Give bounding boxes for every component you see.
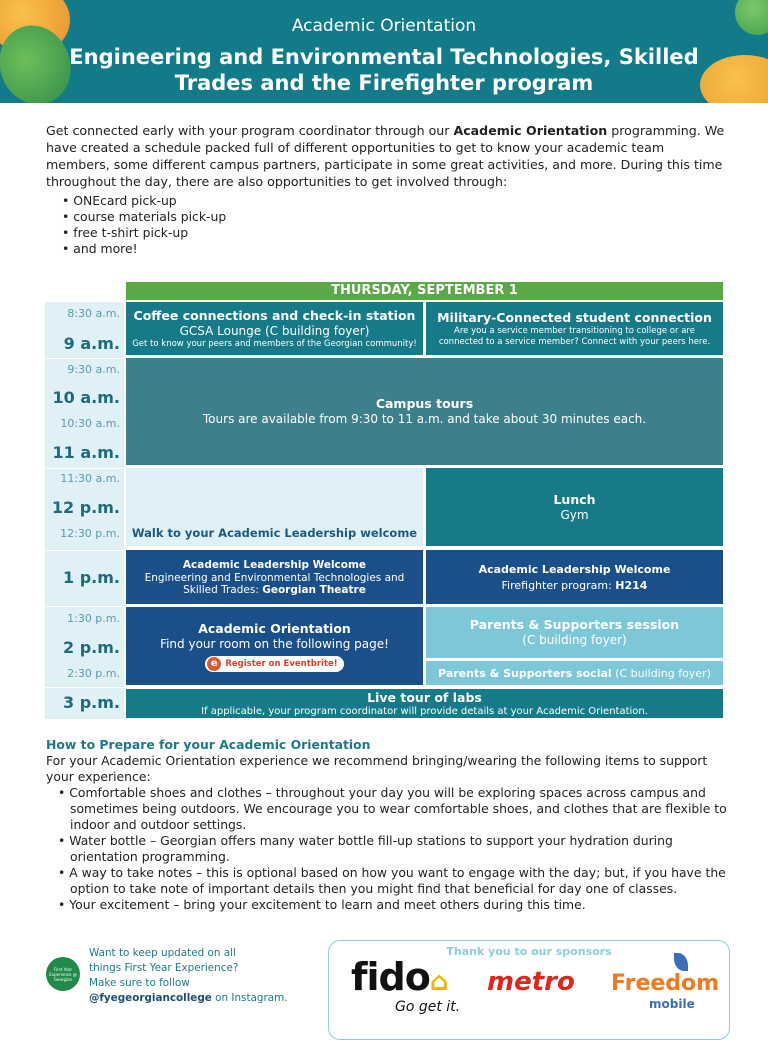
block-title: Academic Orientation (198, 620, 351, 636)
time-label: 9 a.m. (63, 334, 120, 353)
intro-text: Get connected early with your program coordinator through our (46, 123, 454, 138)
time-column (45, 302, 124, 719)
block-title: Lunch (553, 491, 596, 507)
divider (45, 550, 124, 551)
time-label: 11 a.m. (52, 443, 120, 462)
academic-orientation-block (126, 607, 423, 685)
prepare-list (46, 785, 730, 913)
section-intro: For your Academic Orientation experience we recommend bringing/wearing the following items to support your experience: (46, 753, 708, 784)
list-item: • Water bottle – Georgian offers many water bottle fill-up stations to support your hydration during orientation programming. (58, 833, 730, 865)
fido-tagline: Go get it. (395, 999, 461, 1015)
callout-line: Make sure to follow (89, 977, 190, 989)
leadership-welcome-left-block (126, 550, 423, 604)
fido-logo-text: fido (351, 955, 430, 999)
fye-logo (46, 957, 80, 991)
block-desc-text: Engineering and Environmental Technologies and Skilled Trades: (144, 571, 405, 596)
block-desc (502, 578, 648, 593)
callout-text: on Instagram. (211, 992, 288, 1004)
header-kicker: Academic Orientation (291, 16, 477, 36)
block-desc (132, 572, 417, 596)
freedom-logo: Freedom (611, 971, 720, 996)
list-item: • Your excitement – bring your excitement to learn and meet others during this time. (58, 897, 730, 913)
register-eventbrite-button[interactable] (205, 656, 343, 672)
divider (45, 687, 124, 688)
block-title: Academic Leadership Welcome (478, 562, 671, 576)
block-title: Coffee connections and check-in station (133, 307, 416, 323)
divider (45, 468, 124, 469)
block-desc-text: Firefighter program: (501, 578, 616, 592)
block-location: GCSA Lounge (C building foyer) (179, 323, 370, 338)
block-location: (C building foyer) (611, 666, 711, 680)
block-title-text: Parents & Supporters social (438, 666, 612, 680)
block-desc: Get to know your peers and members of the Georgian community! (132, 338, 417, 349)
block-title: Live tour of labs (367, 690, 482, 705)
time-label: 10 a.m. (52, 388, 120, 407)
list-item: • ONEcard pick-up (62, 193, 726, 209)
walk-block (126, 468, 423, 546)
time-label: 10:30 a.m. (60, 417, 120, 430)
prepare-section (46, 737, 730, 913)
block-location: (C building foyer) (522, 633, 627, 647)
metro-logo: metro (487, 967, 575, 997)
section-heading: How to Prepare for your Academic Orientation (46, 737, 371, 752)
time-label: 12 p.m. (51, 498, 120, 517)
intro-section (46, 122, 726, 257)
list-item: • course materials pick-up (62, 209, 726, 225)
block-location: Gym (560, 507, 589, 522)
time-label: 3 p.m. (63, 693, 120, 712)
divider (45, 358, 124, 359)
time-label: 8:30 a.m. (67, 307, 120, 320)
register-label: Register on Eventbrite! (225, 658, 338, 669)
header-banner (0, 0, 768, 103)
coffee-connections-block (126, 302, 423, 355)
time-label: 2 p.m. (63, 638, 120, 657)
list-item: • free t-shirt pick-up (62, 225, 726, 241)
list-item: • A way to take notes – this is optional based on how you want to engage with the day; but, if you have the option to take note of important details then you might find that beneficial for day one of classes. (58, 865, 730, 897)
military-connection-block (426, 302, 723, 355)
leadership-welcome-right-block (426, 550, 723, 604)
callout-line: things First Year Experience? (89, 962, 239, 974)
campus-tours-block (126, 358, 723, 465)
block-title: Academic Leadership Welcome (182, 558, 367, 571)
sponsors-title: Thank you to our sponsors (446, 945, 612, 958)
block-desc: Are you a service member transitioning to college or are connected to a service member? Connect with your peers here. (438, 325, 711, 347)
list-item: • and more! (62, 241, 726, 257)
house-icon: ⌂ (429, 967, 448, 997)
block-title: Walk to your Academic Leadership welcome (131, 526, 418, 540)
block-location: H214 (615, 578, 648, 592)
block-desc: If applicable, your program coordinator will provide details at your Academic Orientation. (201, 706, 648, 717)
sponsors-box (328, 940, 730, 1040)
intro-paragraph (46, 122, 726, 190)
block-desc: Find your room on the following page! (160, 636, 389, 651)
time-label: 11:30 a.m. (60, 472, 120, 485)
freedom-mobile-label: mobile (649, 997, 695, 1011)
social-callout (89, 946, 289, 1006)
day-header: THURSDAY, SEPTEMBER 1 (126, 282, 723, 300)
divider (45, 606, 124, 607)
intro-list (46, 193, 726, 257)
time-label: 12:30 p.m. (60, 527, 120, 540)
time-label: 9:30 a.m. (67, 363, 120, 376)
page-title: Engineering and Environmental Technologies, Skilled Trades and the Firefighter program (69, 45, 699, 95)
fido-logo (351, 955, 448, 999)
block-title (438, 666, 711, 681)
time-label: 1 p.m. (63, 568, 120, 587)
list-item: • Comfortable shoes and clothes – throughout your day you will be exploring spaces across campus and sometimes being outdoors. We encourage you to wear comfortable shoes, and clothes that are flexible to indoor and outdoor settings. (58, 785, 730, 833)
callout-line: Want to keep updated on all (89, 947, 236, 959)
block-location: Georgian Theatre (262, 583, 366, 596)
instagram-handle[interactable]: @fyegeorgiancollege (89, 992, 212, 1004)
callout-line (89, 991, 289, 1006)
time-label: 1:30 p.m. (67, 612, 120, 625)
parents-social-block (426, 661, 723, 685)
parents-session-block (426, 607, 723, 658)
block-desc: Tours are available from 9:30 to 11 a.m. and take about 30 minutes each. (202, 412, 647, 426)
block-title: Campus tours (375, 396, 474, 411)
live-labs-block (126, 689, 723, 718)
lunch-block (426, 468, 723, 546)
block-title: Parents & Supporters session (469, 617, 680, 632)
fye-logo-text: First Year Experience @ Georgian (49, 966, 77, 982)
block-title: Military-Connected student connection (437, 309, 712, 325)
intro-text: programming. We have created a schedule packed full of different opportunities to get to know your academic team members, some different campus partners, participate in some great activities, and more. During this time throughout the day, there are also opportunities to get involved through: (46, 123, 725, 189)
time-label: 2:30 p.m. (67, 667, 120, 680)
intro-bold: Academic Orientation (453, 123, 608, 138)
eventbrite-icon: e (207, 657, 221, 671)
